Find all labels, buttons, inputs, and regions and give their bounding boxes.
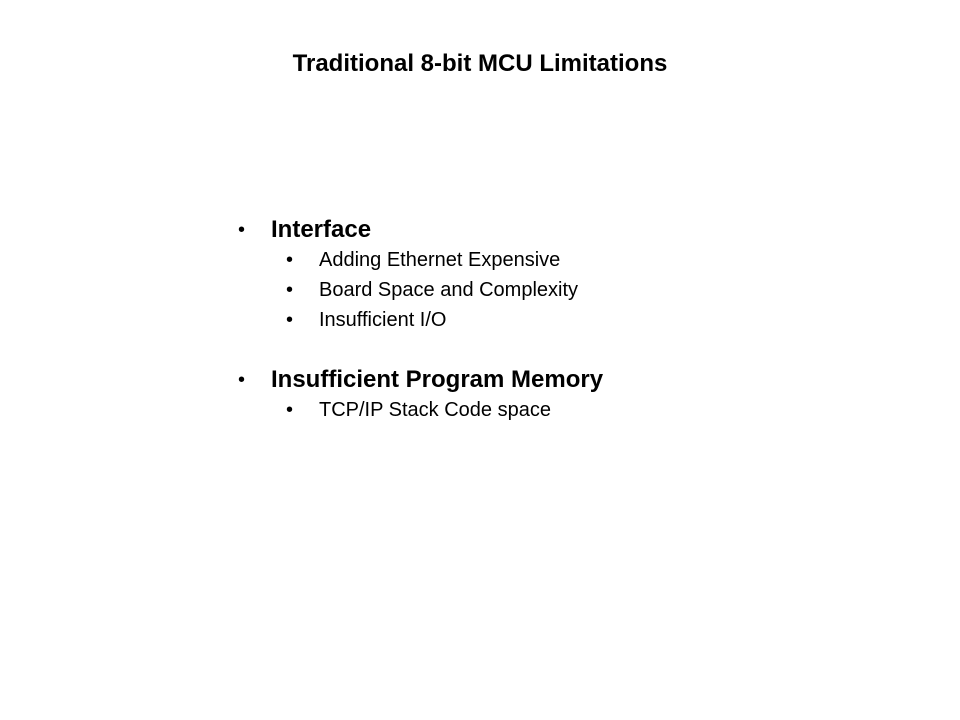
slide-title: Traditional 8-bit MCU Limitations — [292, 50, 668, 77]
bullet-dot: • — [286, 399, 294, 421]
sub-bullet-text: TCP/IP Stack Code space — [319, 399, 551, 421]
sub-bullet-text: Adding Ethernet Expensive — [319, 249, 561, 271]
bullet-dot: • — [238, 219, 246, 241]
bullet-dot: • — [238, 369, 246, 391]
bullet-heading: Insufficient Program Memory — [271, 366, 604, 393]
bullet-dot: • — [286, 249, 294, 271]
sub-bullet-text: Board Space and Complexity — [319, 279, 579, 301]
bullet-dot: • — [286, 279, 294, 301]
sub-bullet-text: Insufficient I/O — [319, 309, 447, 331]
bullet-heading: Interface — [271, 216, 372, 243]
bullet-dot: • — [286, 309, 294, 331]
